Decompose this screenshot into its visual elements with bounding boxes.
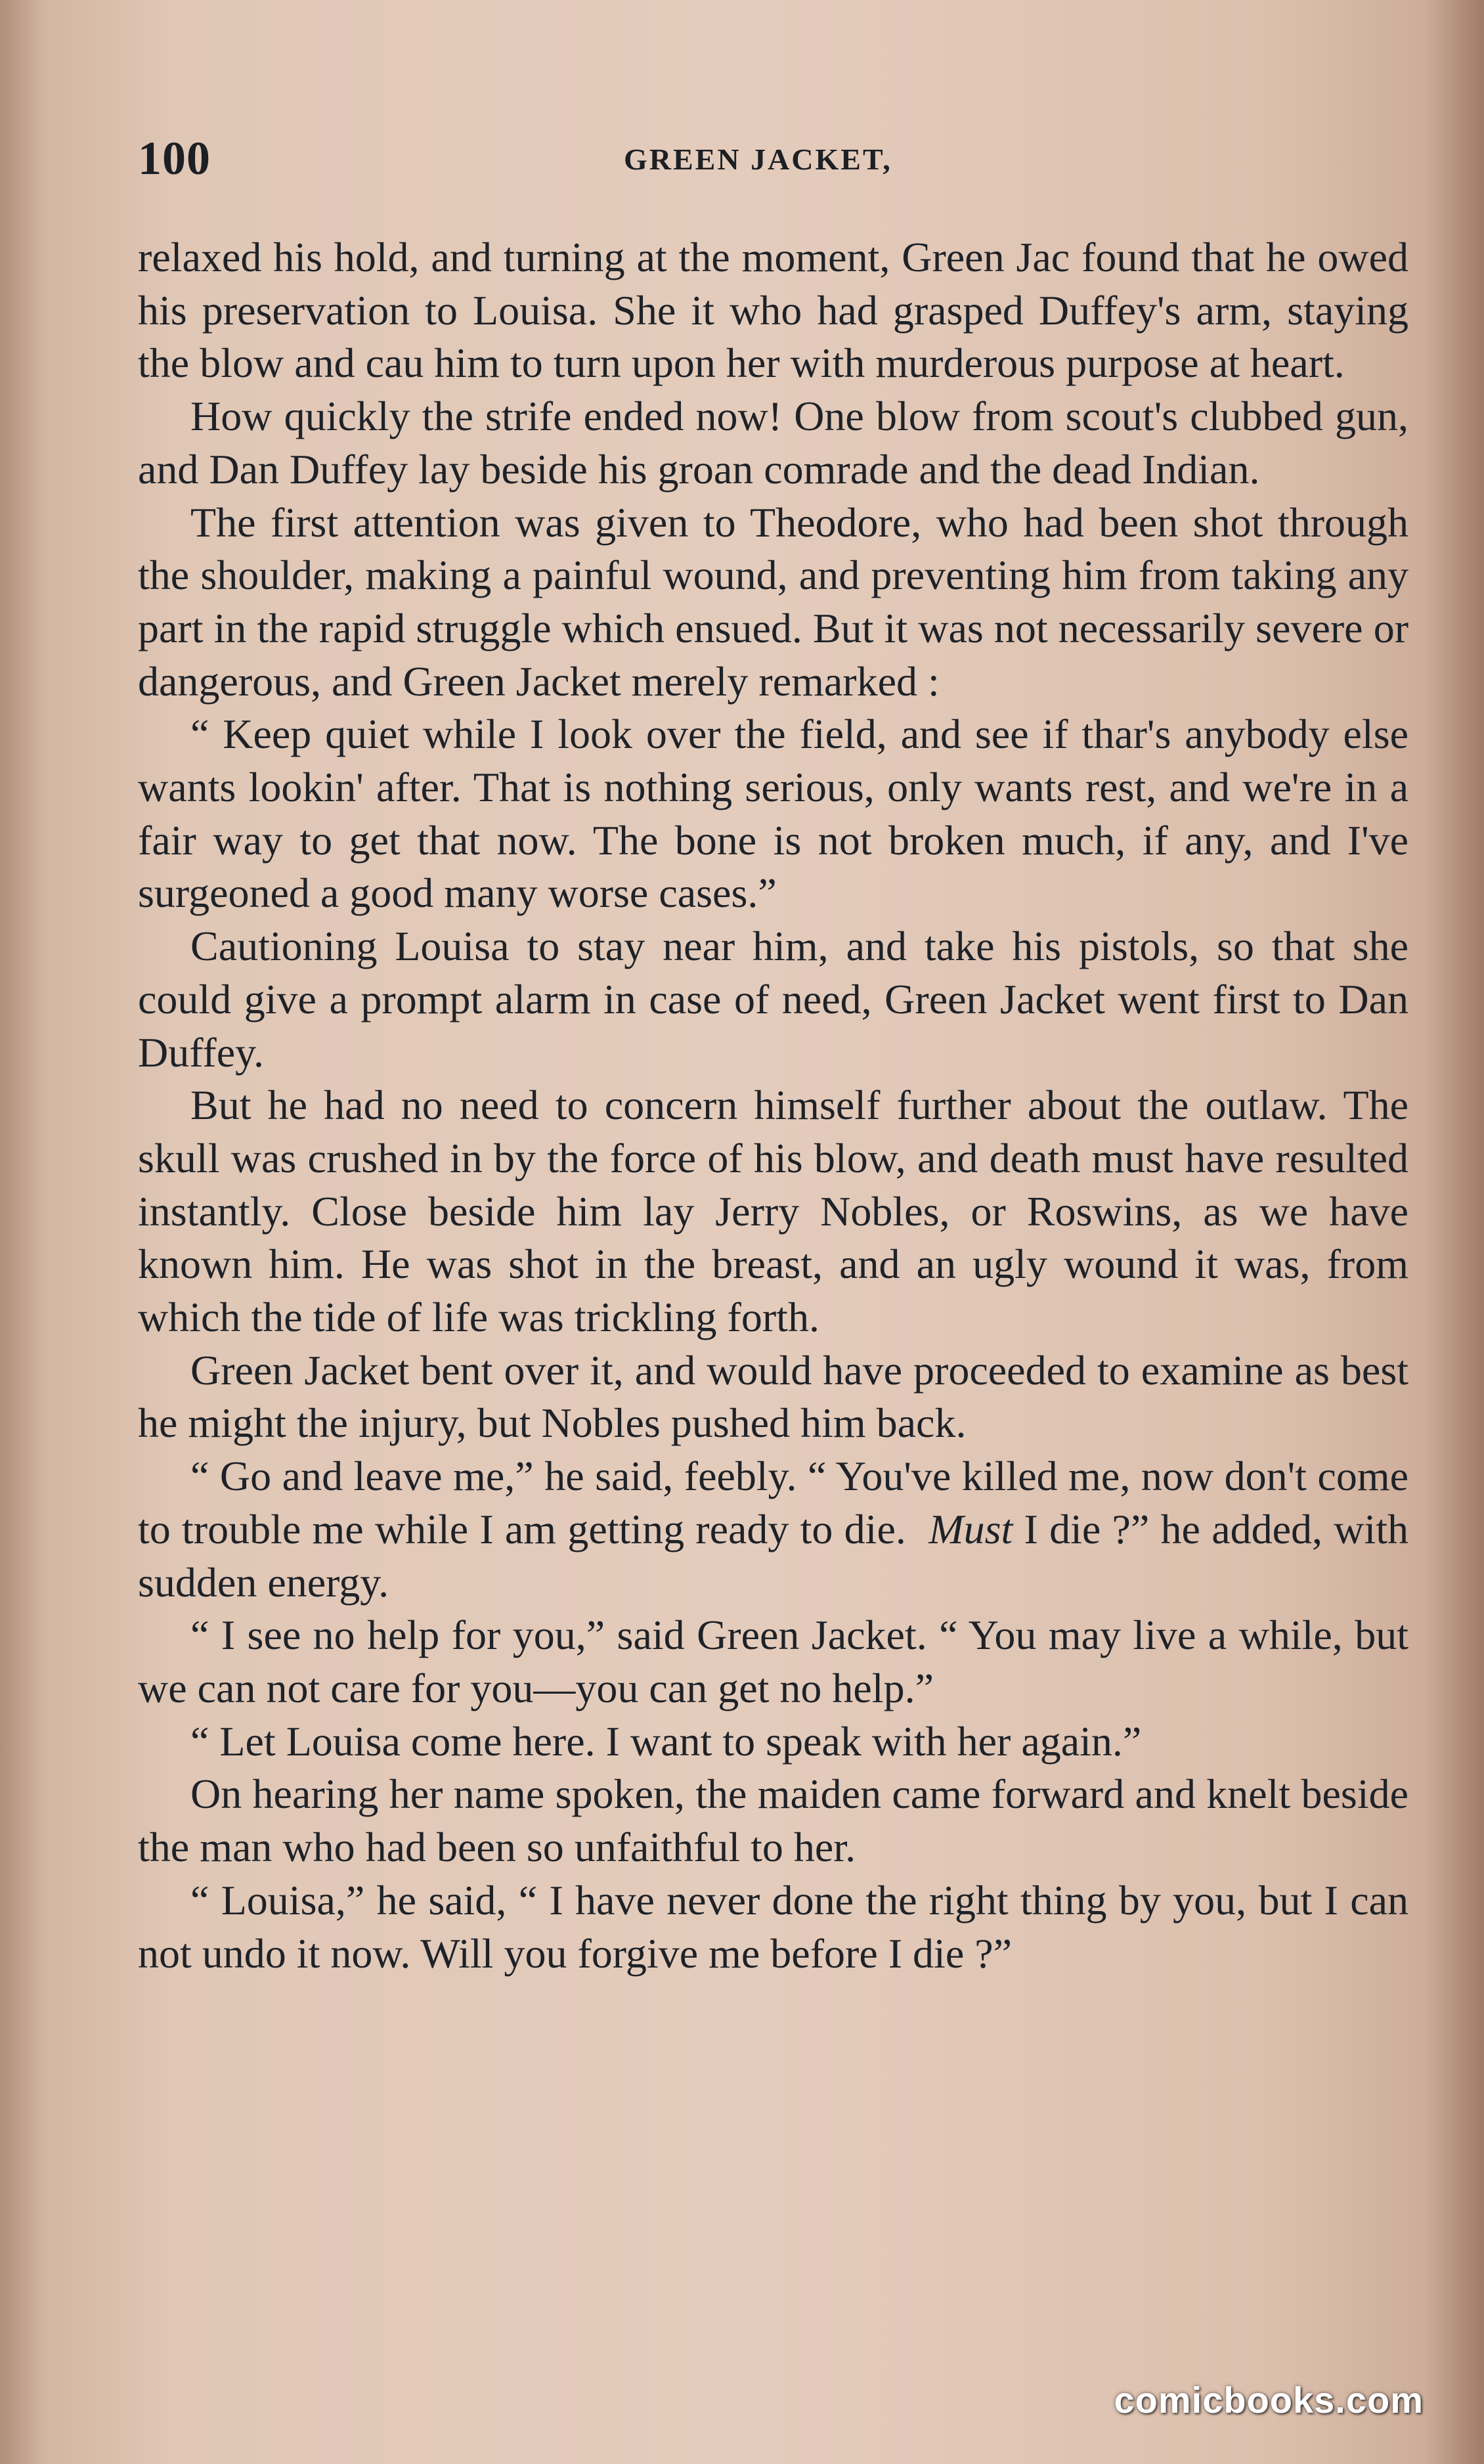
paragraph: “ Let Louisa come here. I want to speak with her again.” xyxy=(190,1717,1142,1765)
paragraph: “ Keep quiet while I look over the field, and see if thar's anybody else wants lookin' after. That is nothing serious, only wants rest, and we're in a fair way to get that now. The bone is not broken much, if any, and I've surgeoned a good many worse cases.” xyxy=(138,711,1408,917)
body-text xyxy=(138,231,1408,1980)
site-watermark: comicbooks.com xyxy=(1114,2379,1424,2421)
italic-emphasis: Must xyxy=(928,1505,1013,1552)
page-number: 100 xyxy=(138,132,211,185)
paragraph: “ I see no help for you,” said Green Jacket. “ You may live a while, but we can not care for you—you can get no help.” xyxy=(138,1612,1408,1711)
paragraph: “ Louisa,” he said, “ I have never done the right thing by you, but I can not undo it now. Will you forgive me before I die ?” xyxy=(138,1876,1408,1977)
paragraph: The first attention was given to Theodore, who had been shot through the shoulder, making a painful wound, and preventing him from taking any part in the rapid struggle which ensued. But it was not necessarily severe or dangerous, and Green Jacket merely remarked : xyxy=(138,498,1408,705)
paragraph: Green Jacket bent over it, and would have proceeded to examine as best he might the injury, but Nobles pushed him back. xyxy=(138,1346,1408,1447)
paragraph xyxy=(138,1450,1408,1609)
running-head xyxy=(138,131,1405,184)
page-edge-shadow-left xyxy=(0,0,46,2464)
running-title: GREEN JACKET, xyxy=(624,143,892,176)
paragraph: How quickly the strife ended now! One blow from scout's clubbed gun, and Dan Duffey lay beside his groan comrade and the dead Indian. xyxy=(138,393,1408,493)
paragraph: relaxed his hold, and turning at the moment, Green Jac found that he owed his preservation to Louisa. She it who had grasped Duffey's arm, staying the blow and cau him to turn upon her with murderous purpose at heart. xyxy=(138,234,1408,387)
paragraph: Cautioning Louisa to stay near him, and take his pistols, so that she could give a prompt alarm in case of need, Green Jacket went first to Dan Duffey. xyxy=(138,923,1408,1076)
paragraph: On hearing her name spoken, the maiden came forward and knelt beside the man who had been so unfaithful to her. xyxy=(138,1771,1408,1871)
page-edge-shadow-right xyxy=(1425,0,1484,2464)
paragraph-text: I die ?” he added, with sudden energy. xyxy=(138,1505,1409,1606)
paragraph: But he had no need to concern himself further about the outlaw. The skull was crushed in by the force of his blow, and death must have resulted instantly. Close beside him lay Jerry Nobles, or Roswins, as we have known him. He was shot in the breast, and an ugly wound it was, from which the tide of life was trickling forth. xyxy=(138,1082,1408,1341)
paragraph-text: “ Go and leave me,” he said, feebly. “ You've killed me, now don't come to trouble me while I am getting ready to die. xyxy=(138,1453,1408,1552)
